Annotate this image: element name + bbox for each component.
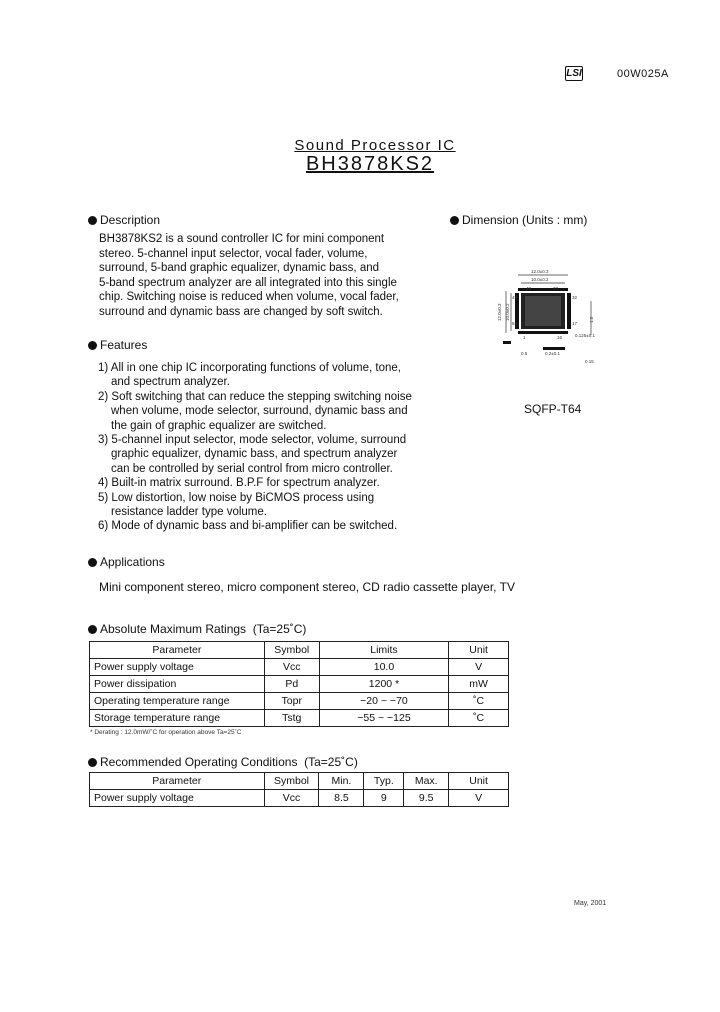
- package-name: SQFP-T64: [524, 402, 582, 416]
- table-header-row: [90, 773, 509, 790]
- pin-row-bottom: [518, 331, 568, 334]
- table-cell: Storage temperature range: [90, 710, 265, 727]
- table-row: [90, 676, 509, 693]
- side-profile: [543, 347, 565, 350]
- chip-top: [525, 296, 561, 326]
- description-line: 5-band spectrum analyzer are all integrated into this single: [99, 276, 397, 289]
- pin-label: 1: [523, 335, 526, 340]
- table-cell: mW: [449, 676, 509, 693]
- features-list: [98, 361, 412, 534]
- dim-label: 10.0±0.2: [531, 277, 549, 282]
- table-cell: 1200 *: [319, 676, 449, 693]
- table-cell: 8.5: [319, 790, 364, 807]
- table-cell: Power dissipation: [90, 676, 265, 693]
- table-header-cell: Unit: [449, 642, 509, 659]
- dim-label: 1.5: [589, 316, 594, 323]
- dimension-heading-text: Dimension (Units : mm): [462, 213, 588, 227]
- dim-label: 10.0±0.2: [505, 303, 510, 321]
- description-heading: [88, 213, 160, 227]
- dim-label: 12.0±0.3: [531, 269, 549, 274]
- description-line: surround and dynamic bass are changed by soft switch.: [99, 305, 383, 318]
- table-cell: Vcc: [264, 659, 319, 676]
- pin-row-right: [567, 293, 571, 329]
- dimension-heading: [450, 213, 587, 227]
- table-cell: −20 ~ −70: [319, 693, 449, 710]
- description-body: [99, 232, 399, 319]
- dim-label: 0.15: [585, 359, 594, 364]
- table-cell: Tstg: [264, 710, 319, 727]
- abs-max-heading-text: Absolute Maximum Ratings: [100, 622, 247, 636]
- description-line: BH3878KS2 is a sound controller IC for mini component: [99, 233, 385, 245]
- table-cell: Pd: [264, 676, 319, 693]
- table-header-row: [90, 642, 509, 659]
- pin-label: 49: [512, 295, 518, 300]
- table-header-cell: Parameter: [90, 642, 265, 659]
- table-cell: Power supply voltage: [90, 659, 265, 676]
- description-line: chip. Switching noise is reduced when volume, vocal fader,: [99, 291, 399, 303]
- bullet-icon: [88, 758, 97, 767]
- document-subtitle: Sound Processor IC: [294, 137, 456, 154]
- feature-line: resistance ladder type volume.: [111, 506, 267, 519]
- table-row: [90, 659, 509, 676]
- table-cell: 9.5: [404, 790, 449, 807]
- bullet-icon: [88, 341, 97, 350]
- abs-max-condition: (Ta=25˚C): [252, 622, 307, 636]
- document-title: BH3878KS2: [305, 153, 435, 175]
- description-line: stereo. 5-channel input selector, vocal fader, volume,: [99, 247, 368, 260]
- table-cell: ˚C: [449, 693, 509, 710]
- bullet-icon: [88, 558, 97, 567]
- recommended-heading: [88, 755, 358, 769]
- table-header-cell: Min.: [319, 773, 364, 790]
- description-heading-text: Description: [100, 213, 161, 227]
- pin-label: 64: [512, 321, 518, 326]
- description-line: surround, 5-band graphic equalizer, dynamic bass, and: [99, 262, 380, 274]
- table-cell: Power supply voltage: [90, 790, 265, 807]
- feature-line: 1) All in one chip IC incorporating functions of volume, tone,: [98, 362, 402, 374]
- feature-line: 2) Soft switching that can reduce the stepping switching noise: [98, 390, 412, 403]
- table-row: [90, 693, 509, 710]
- side-profile: [503, 341, 511, 344]
- feature-line: 5) Low distortion, low noise by BiCMOS process using: [98, 491, 375, 504]
- applications-text: Mini component stereo, micro component stereo, CD radio cassette player, TV: [99, 580, 515, 594]
- table-cell: Operating temperature range: [90, 693, 265, 710]
- package-dimension-drawing: [493, 263, 603, 367]
- table-cell: 10.0: [319, 659, 449, 676]
- features-heading: [88, 338, 147, 352]
- feature-line: 3) 5-channel input selector, mode selector, volume, surround: [98, 434, 407, 447]
- recommended-table: [89, 772, 509, 807]
- document-number: 00W025A: [617, 68, 669, 80]
- table-header-cell: Max.: [404, 773, 449, 790]
- table-cell: V: [449, 790, 509, 807]
- bullet-icon: [88, 216, 97, 225]
- table-header-cell: Unit: [449, 773, 509, 790]
- recommended-heading-text: Recommended Operating Conditions: [100, 755, 298, 769]
- feature-line: when volume, mode selector, surround, dynamic bass and: [111, 405, 408, 418]
- table-cell: V: [449, 659, 509, 676]
- pin-label: 33: [553, 286, 559, 291]
- table-header-cell: Symbol: [264, 773, 319, 790]
- table-cell: −55 ~ −125: [319, 710, 449, 727]
- company-logo: LSI: [566, 68, 582, 79]
- table-header-cell: Typ.: [364, 773, 404, 790]
- pin-label: 32: [572, 295, 578, 300]
- table-row: [90, 790, 509, 807]
- table-cell: 9: [364, 790, 404, 807]
- applications-heading-text: Applications: [100, 555, 165, 569]
- table-header-cell: Limits: [319, 642, 449, 659]
- table-row: [90, 710, 509, 727]
- bullet-icon: [88, 625, 97, 634]
- table-cell: Vcc: [264, 790, 319, 807]
- feature-line: and spectrum analyzer.: [111, 376, 230, 389]
- features-heading-text: Features: [100, 338, 148, 352]
- dim-label: 0.125±0.1: [575, 333, 595, 338]
- feature-line: the gain of graphic equalizer are switched.: [111, 419, 327, 432]
- derating-note: * Derating : 12.0mW/˚C for operation above Ta=25˚C: [90, 729, 242, 736]
- dim-label: 0.2±0.1: [545, 351, 560, 356]
- pin-label: 16: [557, 335, 563, 340]
- publication-date: May, 2001: [574, 900, 607, 907]
- bullet-icon: [450, 216, 459, 225]
- feature-line: graphic equalizer, dynamic bass, and spectrum analyzer: [111, 448, 398, 461]
- recommended-condition: (Ta=25˚C): [304, 755, 358, 769]
- pin-label: 48: [526, 286, 532, 291]
- dim-label: 0.5: [521, 351, 528, 356]
- abs-max-table: [89, 641, 509, 727]
- applications-heading: [88, 555, 165, 569]
- table-cell: ˚C: [449, 710, 509, 727]
- table-header-cell: Parameter: [90, 773, 265, 790]
- feature-line: can be controlled by serial control from micro controller.: [111, 462, 393, 475]
- feature-line: 4) Built-in matrix surround. B.P.F for spectrum analyzer.: [98, 477, 380, 490]
- feature-line: 6) Mode of dynamic bass and bi-amplifier can be switched.: [98, 520, 398, 533]
- pin-label: 17: [572, 321, 578, 326]
- table-cell: Topr: [264, 693, 319, 710]
- dim-label: 12.0±0.3: [497, 303, 502, 321]
- table-header-cell: Symbol: [264, 642, 319, 659]
- abs-max-heading: [88, 622, 306, 636]
